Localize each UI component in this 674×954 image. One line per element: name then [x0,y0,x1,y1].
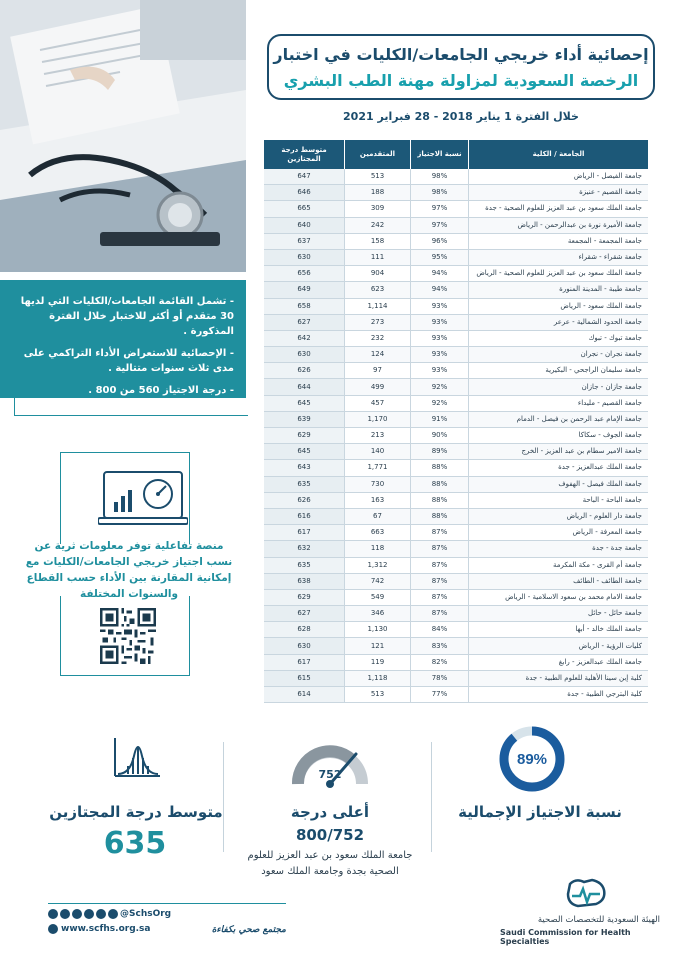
table-row [264,428,648,444]
cell-name: جامعة القصيم - عنيزة [468,185,648,201]
cell-name: جامعة الملك عبدالعزيز - رابغ [468,655,648,671]
table-row [264,655,648,671]
cell-avg-score: 656 [264,266,344,282]
cell-applicants: 1,130 [344,622,410,638]
page-title [267,34,655,100]
table-body [264,169,648,703]
cell-name: جامعة طيبة - المدينة المنورة [468,282,648,298]
table-row [264,201,648,217]
cell-avg-score: 627 [264,315,344,331]
instagram-icon[interactable] [72,909,82,919]
table-row [264,218,648,234]
cell-applicants: 513 [344,169,410,185]
cell-applicants: 1,771 [344,460,410,476]
cell-avg-score: 630 [264,250,344,266]
cell-avg-score: 646 [264,185,344,201]
table-row [264,477,648,493]
cell-avg-score: 640 [264,218,344,234]
cell-applicants: 1,170 [344,412,410,428]
website-link[interactable] [48,924,151,934]
facebook-icon[interactable] [96,909,106,919]
overall-pass-label: نسبة الاجتياز الإجمالية [458,803,622,821]
youtube-icon[interactable] [48,909,58,919]
cell-name: جامعة جازان - جازان [468,379,648,395]
table-row [264,574,648,590]
table-row [264,266,648,282]
cell-applicants: 242 [344,218,410,234]
cell-avg-score: 627 [264,606,344,622]
cell-name: جامعة الأميرة نورة بن عبدالرحمن - الرياض [468,218,648,234]
cell-applicants: 140 [344,444,410,460]
cell-avg-score: 647 [264,169,344,185]
cell-pass-rate: 98% [410,185,468,201]
gauge-value: 752 [318,768,342,781]
footer-divider [48,903,286,904]
cell-avg-score: 626 [264,363,344,379]
cell-avg-score: 637 [264,234,344,250]
qr-code[interactable] [100,608,156,664]
cell-avg-score: 635 [264,477,344,493]
cell-pass-rate: 88% [410,477,468,493]
cell-pass-rate: 87% [410,541,468,557]
cell-applicants: 121 [344,638,410,654]
cell-name: جامعة الملك خالد - أبها [468,622,648,638]
cell-applicants: 663 [344,525,410,541]
cell-pass-rate: 92% [410,396,468,412]
snapchat-icon[interactable] [84,909,94,919]
cell-pass-rate: 91% [410,412,468,428]
cell-name: جامعة جدة - جدة [468,541,648,557]
cell-pass-rate: 84% [410,622,468,638]
scfhs-logo [562,876,610,912]
linkedin-icon[interactable] [108,909,118,919]
cell-pass-rate: 87% [410,574,468,590]
table-row [264,331,648,347]
cell-name: جامعة المعرفة - الرياض [468,525,648,541]
table-row [264,185,648,201]
cell-pass-rate: 94% [410,282,468,298]
cell-avg-score: 626 [264,493,344,509]
bell-curve-chart-icon [112,734,162,780]
results-table [264,140,648,703]
period-text: خلال الفترة 1 يناير 2018 - 28 فبراير 2021 [343,110,579,123]
cell-applicants: 346 [344,606,410,622]
cell-avg-score: 628 [264,622,344,638]
cell-applicants: 513 [344,687,410,703]
cell-applicants: 499 [344,379,410,395]
cell-avg-score: 639 [264,412,344,428]
table-row [264,509,648,525]
cell-avg-score: 617 [264,655,344,671]
cell-pass-rate: 98% [410,169,468,185]
cell-name: جامعة دار العلوم - الرياض [468,509,648,525]
table-row [264,315,648,331]
table-header-row [264,140,648,169]
cell-pass-rate: 92% [410,379,468,395]
cell-name: جامعة شقراء - شقراء [468,250,648,266]
header-avg-score: متوسط درجة المجتازين [264,140,344,169]
cell-pass-rate: 83% [410,638,468,654]
cell-pass-rate: 93% [410,331,468,347]
org-name-english: Saudi Commission for Health Specialties [500,928,631,946]
cell-pass-rate: 88% [410,460,468,476]
title-line-1: إحصائية أداء خريجي الجامعات/الكليات في اختبار [273,45,649,64]
stats-divider [223,742,224,852]
cell-avg-score: 644 [264,379,344,395]
cell-applicants: 904 [344,266,410,282]
cell-applicants: 730 [344,477,410,493]
average-score-label: متوسط درجة المجتازين [49,803,223,821]
table-row [264,299,648,315]
cell-name: جامعة الملك سعود بن عبد العزيز للعلوم الصحية - الرياض [468,266,648,282]
cell-pass-rate: 96% [410,234,468,250]
table-row [264,525,648,541]
table-row [264,606,648,622]
cell-applicants: 623 [344,282,410,298]
social-handle[interactable]: @SchsOrg [120,909,172,919]
header-photo [0,0,246,272]
cell-name: جامعة الجوف - سكاكا [468,428,648,444]
pass-rate-value: 89% [516,751,548,768]
cell-name: كلية البترجي الطبية - جدة [468,687,648,703]
cell-applicants: 1,118 [344,671,410,687]
table-row [264,622,648,638]
cell-pass-rate: 82% [410,655,468,671]
cell-name: جامعة الملك سعود - الرياض [468,299,648,315]
cell-applicants: 124 [344,347,410,363]
cell-name: جامعة الباحة - الباحة [468,493,648,509]
cell-pass-rate: 97% [410,201,468,217]
cell-pass-rate: 87% [410,590,468,606]
cell-applicants: 158 [344,234,410,250]
cell-avg-score: 629 [264,428,344,444]
average-score-value: 635 [103,826,167,861]
cell-applicants: 457 [344,396,410,412]
cell-applicants: 1,114 [344,299,410,315]
note-item: - تشمل القائمة الجامعات/الكليات التي لديها 30 متقدم أو أكثر للاختبار خلال الفترة المذكورة . [20,296,234,337]
cell-pass-rate: 78% [410,671,468,687]
cell-avg-score: 629 [264,590,344,606]
cell-pass-rate: 87% [410,525,468,541]
twitter-icon[interactable] [60,909,70,919]
cell-avg-score: 617 [264,525,344,541]
cell-avg-score: 614 [264,687,344,703]
cell-name: جامعة الملك فيصل - الهفوف [468,477,648,493]
cell-applicants: 119 [344,655,410,671]
cell-pass-rate: 87% [410,558,468,574]
table-row [264,169,648,185]
cell-avg-score: 638 [264,574,344,590]
stats-divider [431,742,432,852]
cell-name: كلية إبن سينا الأهلية للعلوم الطبية - جدة [468,671,648,687]
table-row [264,460,648,476]
table-row [264,493,648,509]
cell-pass-rate: 87% [410,606,468,622]
cell-applicants: 163 [344,493,410,509]
cell-applicants: 309 [344,201,410,217]
cell-name: جامعة الملك سعود بن عبد العزيز للعلوم الصحية - جدة [468,201,648,217]
pass-rate-ring [497,724,567,794]
cell-name: جامعة الحدود الشمالية - عرعر [468,315,648,331]
cell-name: جامعة المجمعة - المجمعة [468,234,648,250]
social-links [48,907,171,921]
cell-applicants: 549 [344,590,410,606]
cell-avg-score: 630 [264,347,344,363]
cell-name: جامعة الإمام عبد الرحمن بن فيصل - الدمام [468,412,648,428]
cell-avg-score: 635 [264,558,344,574]
table-row [264,234,648,250]
cell-applicants: 67 [344,509,410,525]
cell-pass-rate: 95% [410,250,468,266]
table-row [264,541,648,557]
cell-applicants: 742 [344,574,410,590]
table-row [264,282,648,298]
cell-name: جامعة الامام محمد بن سعود الاسلامية - الرياض [468,590,648,606]
cell-pass-rate: 90% [410,428,468,444]
cell-avg-score: 649 [264,282,344,298]
cell-name: جامعة الملك عبدالعزيز - جدة [468,460,648,476]
table-row [264,347,648,363]
cell-name: جامعة حائل - حائل [468,606,648,622]
cell-applicants: 273 [344,315,410,331]
cell-name: جامعة أم القرى - مكة المكرمة [468,558,648,574]
table-row [264,638,648,654]
globe-icon [48,924,58,934]
cell-pass-rate: 89% [410,444,468,460]
cell-applicants: 118 [344,541,410,557]
cell-name: جامعة الفيصل - الرياض [468,169,648,185]
cell-avg-score: 665 [264,201,344,217]
highest-score-value: 800/752 [295,826,365,844]
org-name-arabic: الهيئة السعودية للتخصصات الصحية [537,915,660,925]
notes-box [0,280,246,398]
cell-name: جامعة القصيم - مليداء [468,396,648,412]
cell-name: جامعة الطائف - الطائف [468,574,648,590]
stethoscope-photo [0,0,246,272]
cell-pass-rate: 88% [410,493,468,509]
cell-pass-rate: 88% [410,509,468,525]
header-pass-rate: نسبة الاجتياز [410,140,468,169]
cell-pass-rate: 93% [410,315,468,331]
cell-pass-rate: 93% [410,347,468,363]
table-row [264,687,648,703]
table-row [264,363,648,379]
cell-pass-rate: 93% [410,363,468,379]
slogan: مجتمع صحي بكفاءة [211,925,286,935]
note-item: - الإحصائية للاستعراض الأداء التراكمي على مدى ثلاث سنوات متتالية . [23,348,234,374]
table-row [264,558,648,574]
table-row [264,379,648,395]
cell-avg-score: 658 [264,299,344,315]
header-applicants: المتقدمين [344,140,410,169]
cell-avg-score: 630 [264,638,344,654]
platform-description: منصة تفاعلية توفر معلومات ثرية عن نسب اجتياز خريجي الجامعات/الكليات مع إمكانية المقارنة بين الأداء حسب القطاع والسنوات المختلفة [25,540,233,600]
cell-avg-score: 615 [264,671,344,687]
table-row [264,396,648,412]
laptop-dashboard-icon [98,470,188,528]
cell-avg-score: 632 [264,541,344,557]
cell-avg-score: 645 [264,444,344,460]
table-row [264,250,648,266]
title-line-2: الرخصة السعودية لمزاولة مهنة الطب البشري [283,71,639,90]
table-row [264,671,648,687]
cell-avg-score: 643 [264,460,344,476]
highest-score-label: أعلى درجة [290,803,370,821]
cell-pass-rate: 93% [410,299,468,315]
cell-name: كليات الرؤية - الرياض [468,638,648,654]
table-row [264,444,648,460]
table-row [264,412,648,428]
cell-applicants: 1,312 [344,558,410,574]
highest-score-note: جامعة الملك سعود بن عبد العزيز للعلوم الصحية بجدة وجامعة الملك سعود [247,850,413,877]
table-row [264,590,648,606]
cell-pass-rate: 77% [410,687,468,703]
cell-name: جامعة الامير سطام بن عبد العزيز - الخرج [468,444,648,460]
cell-applicants: 232 [344,331,410,347]
cell-pass-rate: 94% [410,266,468,282]
cell-applicants: 97 [344,363,410,379]
cell-avg-score: 642 [264,331,344,347]
cell-avg-score: 616 [264,509,344,525]
website-url[interactable]: www.scfhs.org.sa [61,924,151,934]
cell-name: جامعة تبوك - تبوك [468,331,648,347]
note-item: - درجة الاجتياز 560 من 800 . [88,385,234,396]
cell-applicants: 188 [344,185,410,201]
cell-name: جامعة سليمان الراجحي - البكيرية [468,363,648,379]
cell-applicants: 213 [344,428,410,444]
cell-name: جامعة نجران - نجران [468,347,648,363]
gauge-icon [290,732,370,792]
cell-applicants: 111 [344,250,410,266]
cell-avg-score: 645 [264,396,344,412]
cell-pass-rate: 97% [410,218,468,234]
header-name: الجامعة / الكلية [468,140,648,169]
